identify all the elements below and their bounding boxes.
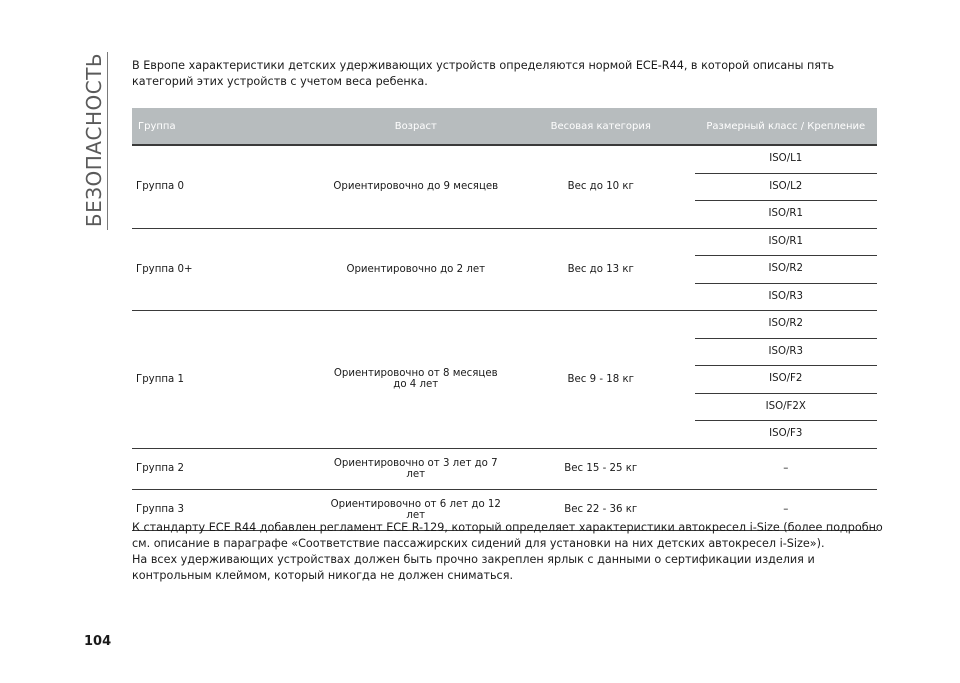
header-size-class: Размерный класс / Крепление xyxy=(695,108,878,145)
weight-cell: Вес 9 - 18 кг xyxy=(507,311,695,449)
group-cell: Группа 1 xyxy=(132,311,325,449)
footer-paragraph: К стандарту ECE R44 добавлен регламент ECE R-129, который определяет характеристики автокресел i-Size (более подробно см. описание в параграфе «Соответствие пассажирских сидений для установки на них детских автокресел i-Size»). xyxy=(132,521,883,550)
size-class-cell xyxy=(695,311,878,449)
weight-cell: Вес до 10 кг xyxy=(507,145,695,228)
table-row xyxy=(132,448,877,489)
age-cell: Ориентировочно от 6 лет до 12 лет xyxy=(325,489,507,530)
age-cell: Ориентировочно до 2 лет xyxy=(325,228,507,311)
age-cell: Ориентировочно от 3 лет до 7 лет xyxy=(325,448,507,489)
header-age: Возраст xyxy=(325,108,507,145)
weight-cell: Вес до 13 кг xyxy=(507,228,695,311)
age-cell: Ориентировочно до 9 месяцев xyxy=(325,145,507,228)
age-cell: Ориентировочно от 8 месяцев до 4 лет xyxy=(325,311,507,449)
size-class-item: ISO/R1 xyxy=(695,229,878,257)
group-cell: Группа 2 xyxy=(132,448,325,489)
table-row xyxy=(132,228,877,311)
size-class-cell xyxy=(695,448,878,489)
size-class-item: – xyxy=(783,503,789,515)
header-weight: Весовая категория xyxy=(507,108,695,145)
size-class-cell xyxy=(695,145,878,228)
size-class-item: – xyxy=(783,462,789,474)
size-class-item: ISO/F2X xyxy=(695,394,878,422)
table-header-row xyxy=(132,108,877,145)
weight-cell: Вес 15 - 25 кг xyxy=(507,448,695,489)
size-class-cell xyxy=(695,228,878,311)
section-title: БЕЗОПАСНОСТЬ xyxy=(82,52,106,228)
child-seat-table xyxy=(132,108,877,531)
table-row xyxy=(132,311,877,449)
size-class-item: ISO/R3 xyxy=(768,290,803,302)
group-cell: Группа 3 xyxy=(132,489,325,530)
header-group: Группа xyxy=(132,108,325,145)
section-title-vertical xyxy=(82,50,116,230)
group-cell: Группа 0 xyxy=(132,145,325,228)
weight-cell: Вес 22 - 36 кг xyxy=(507,489,695,530)
page-number: 104 xyxy=(84,634,112,649)
size-class-item: ISO/F3 xyxy=(769,428,803,439)
size-class-item: ISO/R3 xyxy=(695,339,878,367)
size-class-item: ISO/R1 xyxy=(768,208,803,219)
intro-paragraph: В Европе характеристики детских удерживающих устройств определяются нормой ECE-R44, в которой описаны пять категорий этих устройств с учетом веса ребенка. xyxy=(132,59,835,88)
size-class-item: ISO/L1 xyxy=(695,146,878,174)
size-class-item: ISO/R2 xyxy=(695,311,878,339)
group-cell: Группа 0+ xyxy=(132,228,325,311)
footer-notes xyxy=(132,520,884,584)
size-class-item: ISO/R2 xyxy=(695,256,878,284)
size-class-item: ISO/F2 xyxy=(695,366,878,394)
section-divider xyxy=(107,52,108,230)
table-row xyxy=(132,145,877,228)
size-class-item: ISO/L2 xyxy=(695,174,878,202)
footer-paragraph: На всех удерживающих устройствах должен быть прочно закреплен ярлык с данными о сертификации изделия и контрольным клеймом, который никогда не должен сниматься. xyxy=(132,553,815,582)
